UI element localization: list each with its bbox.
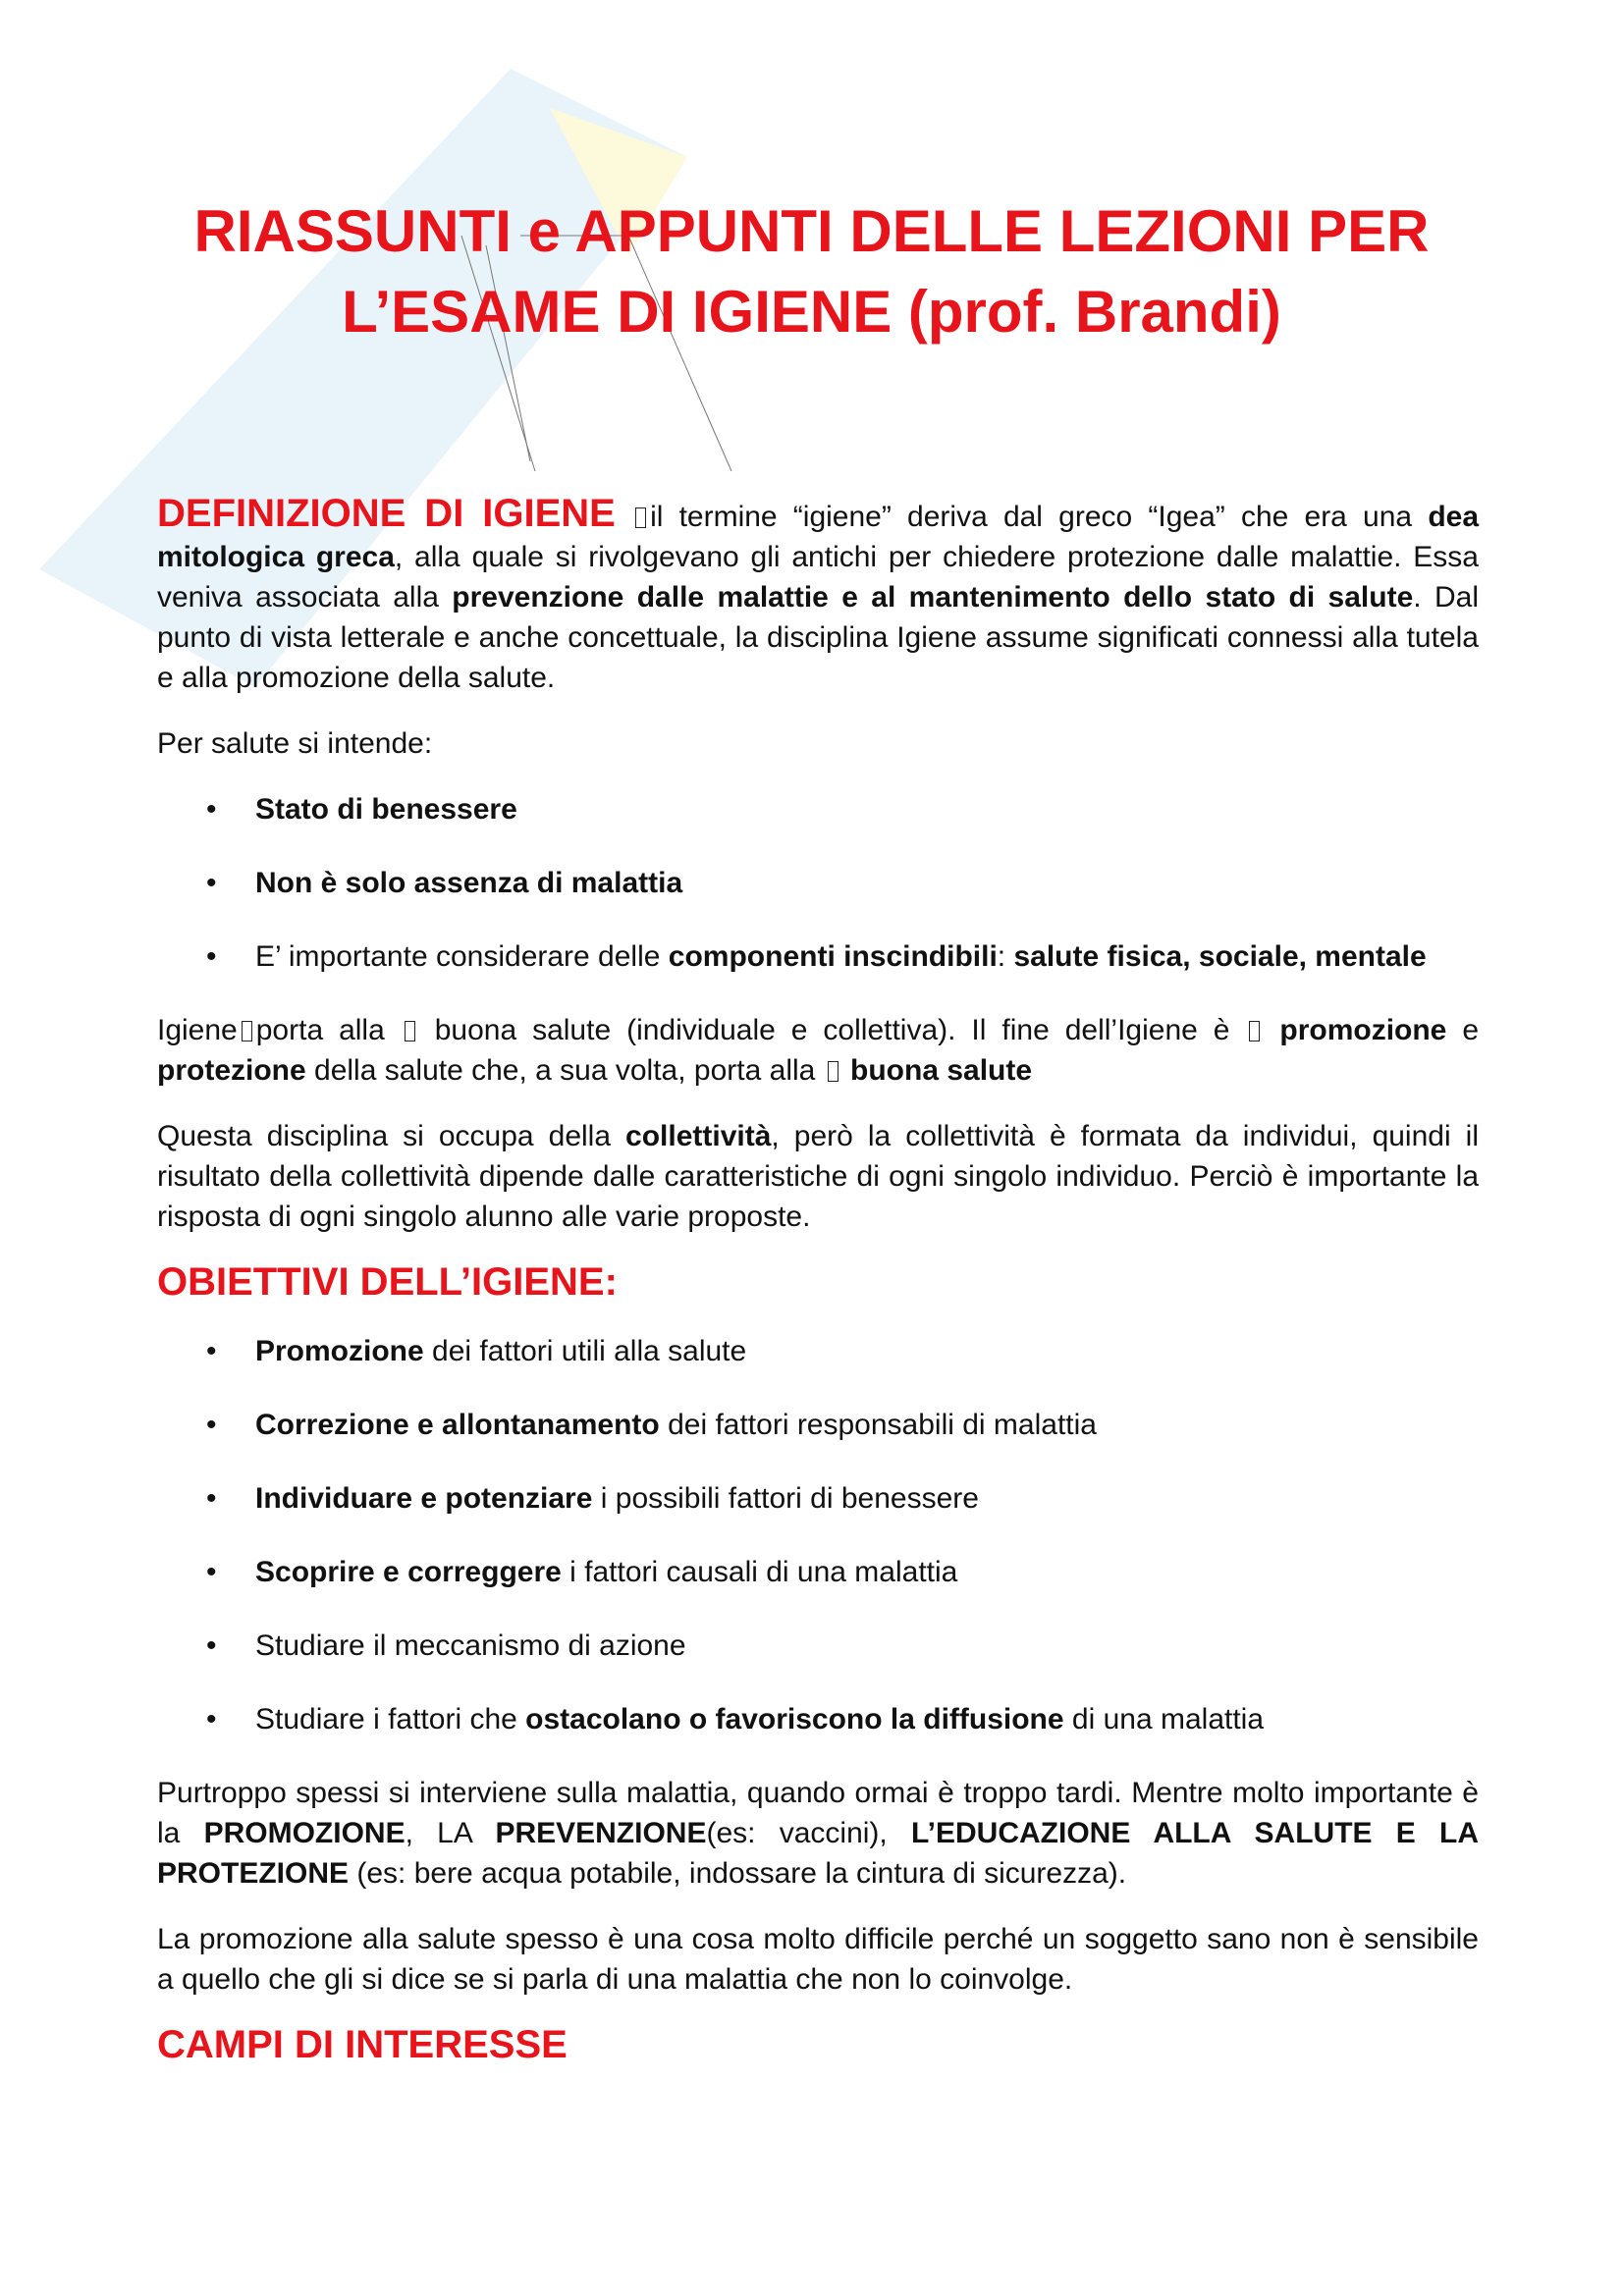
bold-text: Correzione e allontanamento <box>255 1409 660 1441</box>
title-line-2: L’ESAME DI IGIENE (prof. Brandi) <box>342 279 1281 345</box>
text-run: E’ importante considerare delle <box>255 940 669 973</box>
paragraph <box>157 494 1479 698</box>
list-item-text <box>255 1552 1479 1592</box>
heading-text: OBIETTIVI DELL’IGIENE: <box>157 1260 618 1304</box>
list-item <box>157 1699 1479 1739</box>
bold-text: protezione <box>157 1054 306 1087</box>
text-run: Studiare il meccanismo di azione <box>255 1629 686 1662</box>
list-item <box>157 863 1479 903</box>
list-item-text <box>255 789 1479 829</box>
text-run: , LA <box>405 1817 496 1849</box>
text-run: (es: bere acqua potabile, indossare la cintura di sicurezza). <box>349 1857 1127 1890</box>
bold-text: Promozione <box>255 1335 424 1367</box>
list-item <box>157 1478 1479 1519</box>
text-run: dei fattori utili alla salute <box>423 1335 747 1367</box>
heading-text: CAMPI DI INTERESSE <box>157 2023 568 2066</box>
text-run: dei fattori responsabili di malattia <box>659 1409 1097 1441</box>
list-item-text <box>255 1478 1479 1519</box>
text-run: i fattori causali di una malattia <box>561 1556 958 1588</box>
text-run: , però la collettività è formata da individui, quindi il risultato della collettività dipende dalle caratteristiche di ogni singolo individuo. Perciò è importante la risposta di ogni singolo alunno alle varie proposte. <box>157 1120 1479 1233</box>
text-run: i possibili fattori di benessere <box>592 1482 979 1515</box>
text-run: Per salute si intende: <box>157 727 433 760</box>
text-run: La promozione alla salute spesso è una cosa molto difficile perché un soggetto sano non è sensibile a quello che gli si dice se si parla di una malattia che non lo coinvolge. <box>157 1923 1479 1996</box>
bold-text: ostacolano o favoriscono la diffusione <box>525 1703 1064 1735</box>
text-run: buona salute (individuale e collettiva). Il fine dell’Igiene è <box>418 1014 1246 1046</box>
section-heading <box>157 1262 1479 1306</box>
text-run: il termine “igiene” deriva dal greco “Igea” che era una <box>650 501 1429 533</box>
bold-text: Stato di benessere <box>255 793 517 826</box>
list-item <box>157 1626 1479 1666</box>
arrow-icon <box>828 1061 839 1082</box>
arrow-icon <box>242 1021 252 1041</box>
text-run: . Dal punto di vista letterale e anche concettuale, la disciplina Igiene assume significati connessi alla tutela e alla promozione della salute. <box>157 581 1479 694</box>
list-item <box>157 1331 1479 1371</box>
list-item-text <box>255 936 1479 977</box>
list-item <box>157 789 1479 829</box>
list-item <box>157 1405 1479 1445</box>
arrow-icon <box>405 1021 415 1041</box>
text-run: , alla quale si rivolgevano gli antichi per chiedere protezione dalle malattie. Essa veniva associata alla <box>157 541 1479 614</box>
text-run: : <box>997 940 1014 973</box>
bold-text: salute fisica, sociale, mentale <box>1013 940 1427 973</box>
list-item-text <box>255 1699 1479 1739</box>
bullet-icon: • <box>206 1409 217 1441</box>
arrow-icon <box>635 507 646 528</box>
bold-text: promozione <box>1279 1014 1447 1046</box>
section-heading <box>157 2025 1479 2068</box>
document-body <box>157 494 1479 2094</box>
text-run: di una malattia <box>1063 1703 1265 1735</box>
bullet-icon: • <box>206 940 217 973</box>
text-run: Questa disciplina si occupa della <box>157 1120 626 1152</box>
list-item-text <box>255 1626 1479 1666</box>
text-run: della salute che, a sua volta, porta alla <box>305 1054 824 1087</box>
bullet-icon: • <box>206 867 217 899</box>
paragraph <box>157 1773 1479 1894</box>
list-item-text <box>255 863 1479 903</box>
bold-text: PROMOZIONE <box>203 1817 406 1849</box>
bold-text: L’EDUCAZIONE ALLA SALUTE E LA PROTEZIONE <box>157 1817 1479 1890</box>
list-item <box>157 936 1479 977</box>
bullet-icon: • <box>206 793 217 826</box>
paragraph <box>157 1010 1479 1091</box>
text-run <box>842 1054 850 1087</box>
paragraph <box>157 1919 1479 2000</box>
bold-text: Non è solo assenza di malattia <box>255 867 683 899</box>
text-run: Purtroppo spessi si interviene sulla malattia, quando ormai è troppo tardi. Mentre molto importante è la <box>157 1777 1479 1849</box>
paragraph <box>157 1116 1479 1237</box>
paragraph <box>157 723 1479 764</box>
title-line-1: RIASSUNTI e APPUNTI DELLE LEZIONI PER <box>193 198 1430 264</box>
bullet-icon: • <box>206 1556 217 1588</box>
bullet-icon: • <box>206 1482 217 1515</box>
list-item-text <box>255 1405 1479 1445</box>
heading-text: DEFINIZIONE DI IGIENE <box>157 492 616 535</box>
list-item <box>157 1552 1479 1592</box>
text-run <box>1264 1014 1279 1046</box>
bold-text: Individuare e potenziare <box>255 1482 593 1515</box>
text-run: Igiene <box>157 1014 238 1046</box>
bold-text: buona salute <box>850 1054 1033 1087</box>
bullet-icon: • <box>206 1629 217 1662</box>
arrow-icon <box>1249 1021 1260 1041</box>
bold-text: collettività <box>625 1120 772 1152</box>
text-run: Studiare i fattori che <box>255 1703 526 1735</box>
text-run: e <box>1446 1014 1480 1046</box>
bullet-icon: • <box>206 1703 217 1735</box>
text-run: porta alla <box>255 1014 401 1046</box>
bold-text: prevenzione dalle malattie e al mantenimento dello stato di salute <box>452 581 1414 614</box>
list-item-text <box>255 1331 1479 1371</box>
bold-text: PREVENZIONE <box>495 1817 707 1849</box>
bold-text: componenti inscindibili <box>668 940 998 973</box>
text-run: (es: vaccini), <box>706 1817 911 1849</box>
bold-text: Scoprire e correggere <box>255 1556 562 1588</box>
bold-text: dea mitologica greca <box>157 501 1480 573</box>
bullet-icon: • <box>206 1335 217 1367</box>
document-title <box>0 191 1623 352</box>
